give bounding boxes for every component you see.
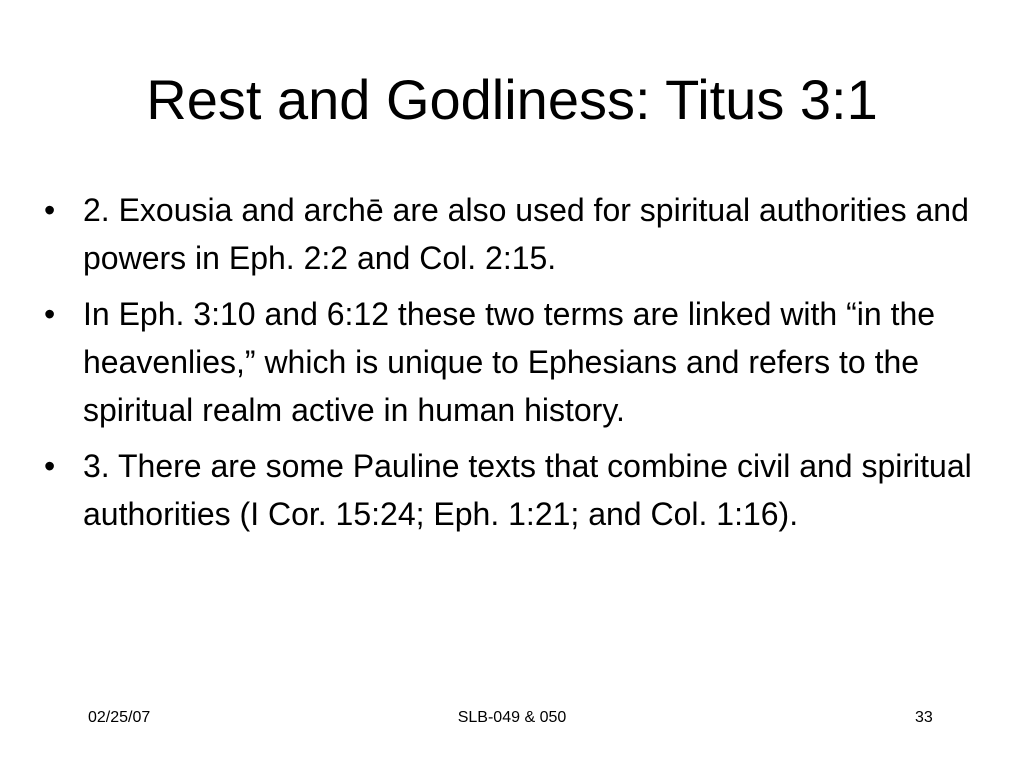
bullet-item	[44, 290, 1004, 434]
footer-date: 02/25/07	[88, 709, 151, 726]
bullet-marker: •	[44, 448, 56, 484]
bullet-text: 3. There are some Pauline texts that combine civil and spiritual authorities (I Cor. 15:24; Eph. 1:21; and Col. 1:16).	[83, 448, 972, 532]
slide-title: Rest and Godliness: Titus 3:1	[146, 68, 878, 131]
footer-center-label: SLB-049 & 050	[457, 709, 567, 726]
bullet-marker: •	[44, 192, 56, 228]
bullet-text: 2. Exousia and archē are also used for spiritual authorities and powers in Eph. 2:2 and Col. 2:15.	[83, 192, 969, 276]
bullet-text: In Eph. 3:10 and 6:12 these two terms are linked with “in the heavenlies,” which is unique to Ephesians and refers to the spiritual realm active in human history.	[83, 296, 936, 428]
bullet-item	[44, 186, 1004, 282]
bullet-marker: •	[44, 296, 56, 332]
bullet-list	[44, 186, 1004, 546]
bullet-item	[44, 442, 1004, 538]
footer-page-number: 33	[915, 709, 933, 726]
